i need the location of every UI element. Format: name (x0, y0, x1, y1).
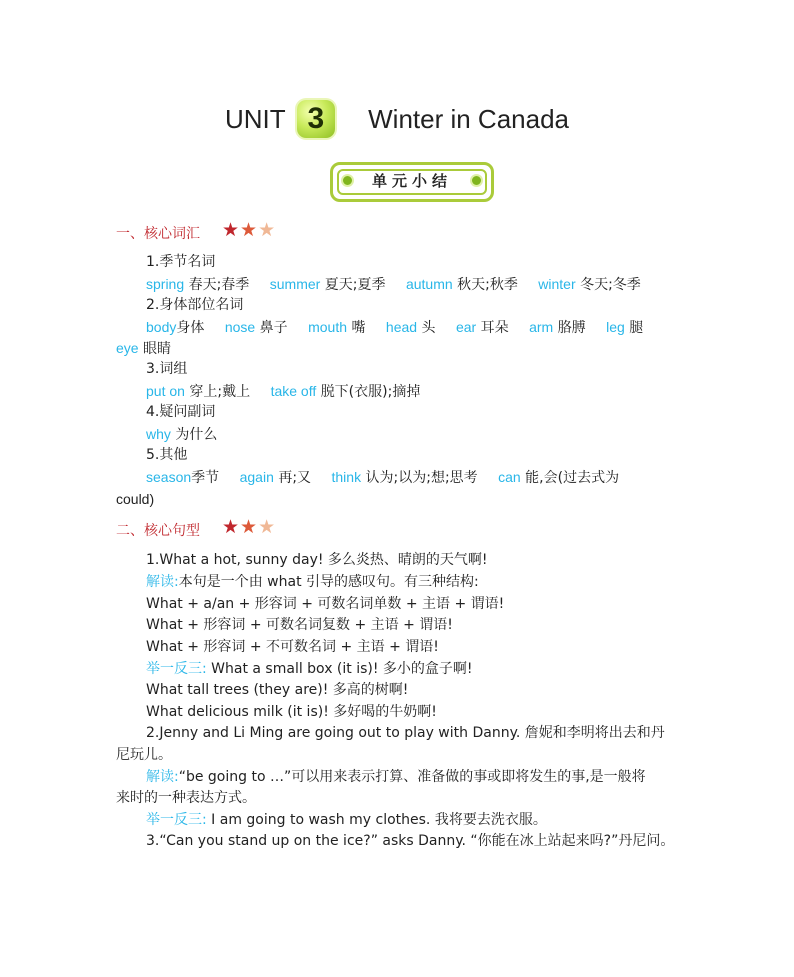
vocab-group-title: 3.词组 (146, 361, 188, 377)
star-icon: ★ (240, 516, 258, 538)
structure-line: What + 形容词 + 可数名词复数 + 主语 + 谓语! (146, 617, 453, 633)
sentence-2-continued: 尼玩儿。 (116, 747, 172, 763)
vocab-row: body身体 nose 鼻子 mouth 嘴 head 头 ear 耳朵 arm 胳膊 leg 腿 (146, 319, 644, 336)
vocab-group-title: 2.身体部位名词 (146, 297, 244, 313)
star-icon: ★ (222, 219, 240, 241)
vocab-group-title: 5.其他 (146, 447, 188, 463)
explanation-line-continued: 来时的一种表达方式。 (116, 790, 256, 806)
example-line: 举一反三: What a small box (it is)! 多小的盒子啊! (146, 661, 473, 677)
vocab-row: why 为什么 (146, 426, 218, 443)
example-line: What tall trees (they are)! 多高的树啊! (146, 682, 409, 698)
rating-stars (222, 221, 276, 240)
section-heading-vocab: 一、核心词汇 (116, 226, 200, 242)
unit-label: UNIT (224, 103, 286, 134)
vocab-row: eye 眼睛 (116, 340, 172, 357)
explanation-line: 解读:本句是一个由 what 引导的感叹句。有三种结构: (146, 574, 479, 590)
unit-number-badge: 3 (297, 100, 335, 138)
unit-summary-banner (330, 162, 494, 202)
structure-line: What + 形容词 + 不可数名词 + 主语 + 谓语! (146, 639, 439, 655)
vocab-group-title: 4.疑问副词 (146, 404, 216, 420)
star-icon: ★ (240, 219, 258, 241)
unit-name: Winter in Canada (368, 103, 570, 134)
vocab-row-continued: could) (116, 491, 155, 507)
rating-stars (222, 518, 276, 537)
star-icon: ★ (258, 516, 276, 538)
vocab-row: season季节 again 再;又 think 认为;以为;想;思考 can 能,会(过去式为 (146, 469, 620, 486)
unit-summary-label: 单元小结 (371, 172, 452, 190)
green-dot-icon (470, 174, 483, 187)
structure-line: What + a/an + 形容词 + 可数名词单数 + 主语 + 谓语! (146, 596, 505, 612)
example-line: 举一反三: I am going to wash my clothes. 我将要去洗衣服。 (146, 812, 547, 828)
vocab-row: put on 穿上;戴上 take off 脱下(衣服);摘掉 (146, 383, 421, 400)
sentence-3: 3.“Can you stand up on the ice?” asks Danny. “你能在冰上站起来吗?”丹尼问。 (146, 833, 675, 849)
example-line: What delicious milk (it is)! 多好喝的牛奶啊! (146, 704, 437, 720)
sentence-2: 2.Jenny and Li Ming are going out to play with Danny. 詹妮和李明将出去和丹 (146, 725, 665, 741)
section-heading-sentences: 二、核心句型 (116, 523, 200, 539)
page-title (0, 100, 794, 138)
vocab-group-title: 1.季节名词 (146, 254, 216, 270)
sentence-1: 1.What a hot, sunny day! 多么炎热、晴朗的天气啊! (146, 552, 488, 568)
star-icon: ★ (258, 219, 276, 241)
star-icon: ★ (222, 516, 240, 538)
explanation-line: 解读:“be going to …”可以用来表示打算、准备做的事或即将发生的事,是一般将 (146, 769, 646, 785)
vocab-row: spring 春天;春季 summer 夏天;夏季 autumn 秋天;秋季 winter 冬天;冬季 (146, 276, 641, 293)
